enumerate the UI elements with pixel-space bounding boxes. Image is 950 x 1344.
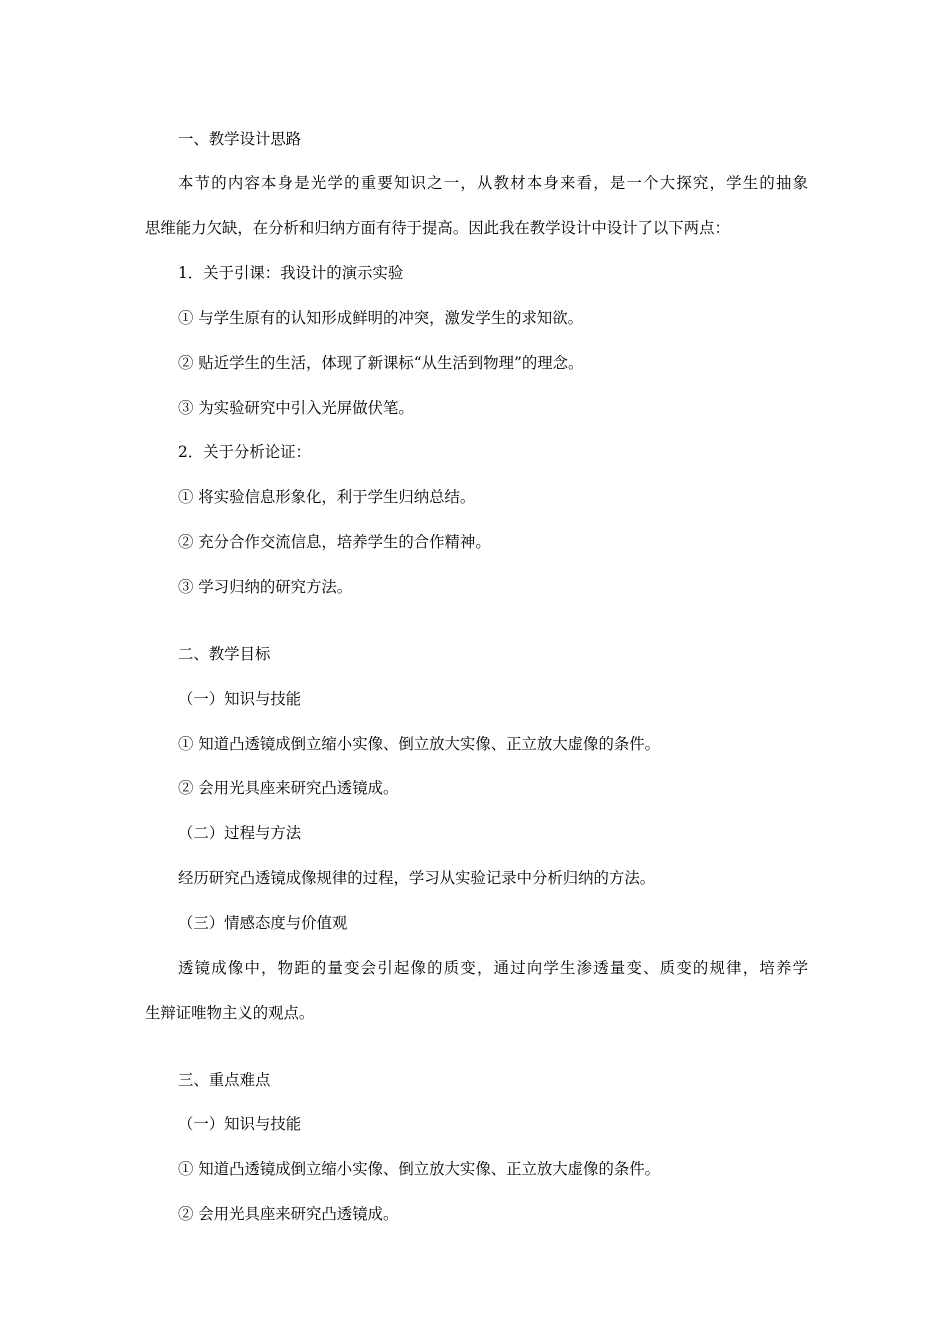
- point-2-title: 2．关于分析论证：: [178, 443, 311, 461]
- point-2-item: ② 充分合作交流信息，培养学生的合作精神。: [178, 533, 491, 551]
- point-2-item: ③ 学习归纳的研究方法。: [178, 578, 353, 596]
- section-2-subheading-attitude: （三）情感态度与价值观: [178, 914, 348, 932]
- section-2-heading: 二、教学目标: [178, 645, 271, 663]
- attitude-text-line-1: 透镜成像中，物距的量变会引起像的质变，通过向学生渗透量变、质变的规律，培养学: [178, 959, 808, 977]
- knowledge-item: ① 知道凸透镜成倒立缩小实像、倒立放大实像、正立放大虚像的条件。: [178, 735, 661, 753]
- point-1-title: 1．关于引课：我设计的演示实验: [178, 264, 404, 282]
- point-1-item: ③ 为实验研究中引入光屏做伏笔。: [178, 399, 414, 417]
- section-2-subheading-knowledge: （一）知识与技能: [178, 690, 302, 708]
- section-1-intro-line-2: 思维能力欠缺，在分析和归纳方面有待于提高。因此我在教学设计中设计了以下两点：: [145, 219, 730, 237]
- section-1-intro-line-1: 本节的内容本身是光学的重要知识之一，从教材本身来看，是一个大探究，学生的抽象: [178, 174, 808, 192]
- section-1-heading: 一、教学设计思路: [178, 130, 302, 148]
- section-3-subheading-knowledge: （一）知识与技能: [178, 1115, 302, 1133]
- point-1-item: ② 贴近学生的生活，体现了新课标“从生活到物理”的理念。: [178, 354, 584, 372]
- process-text: 经历研究凸透镜成像规律的过程，学习从实验记录中分析归纳的方法。: [178, 869, 656, 887]
- point-2-item: ① 将实验信息形象化，利于学生归纳总结。: [178, 488, 476, 506]
- knowledge-item: ② 会用光具座来研究凸透镜成。: [178, 779, 399, 797]
- point-1-item: ① 与学生原有的认知形成鲜明的冲突，激发学生的求知欲。: [178, 309, 584, 327]
- key-point-item: ② 会用光具座来研究凸透镜成。: [178, 1205, 399, 1223]
- section-2-subheading-process: （二）过程与方法: [178, 824, 302, 842]
- key-point-item: ① 知道凸透镜成倒立缩小实像、倒立放大实像、正立放大虚像的条件。: [178, 1160, 661, 1178]
- attitude-text-line-2: 生辩证唯物主义的观点。: [145, 1004, 315, 1022]
- section-3-heading: 三、重点难点: [178, 1071, 271, 1089]
